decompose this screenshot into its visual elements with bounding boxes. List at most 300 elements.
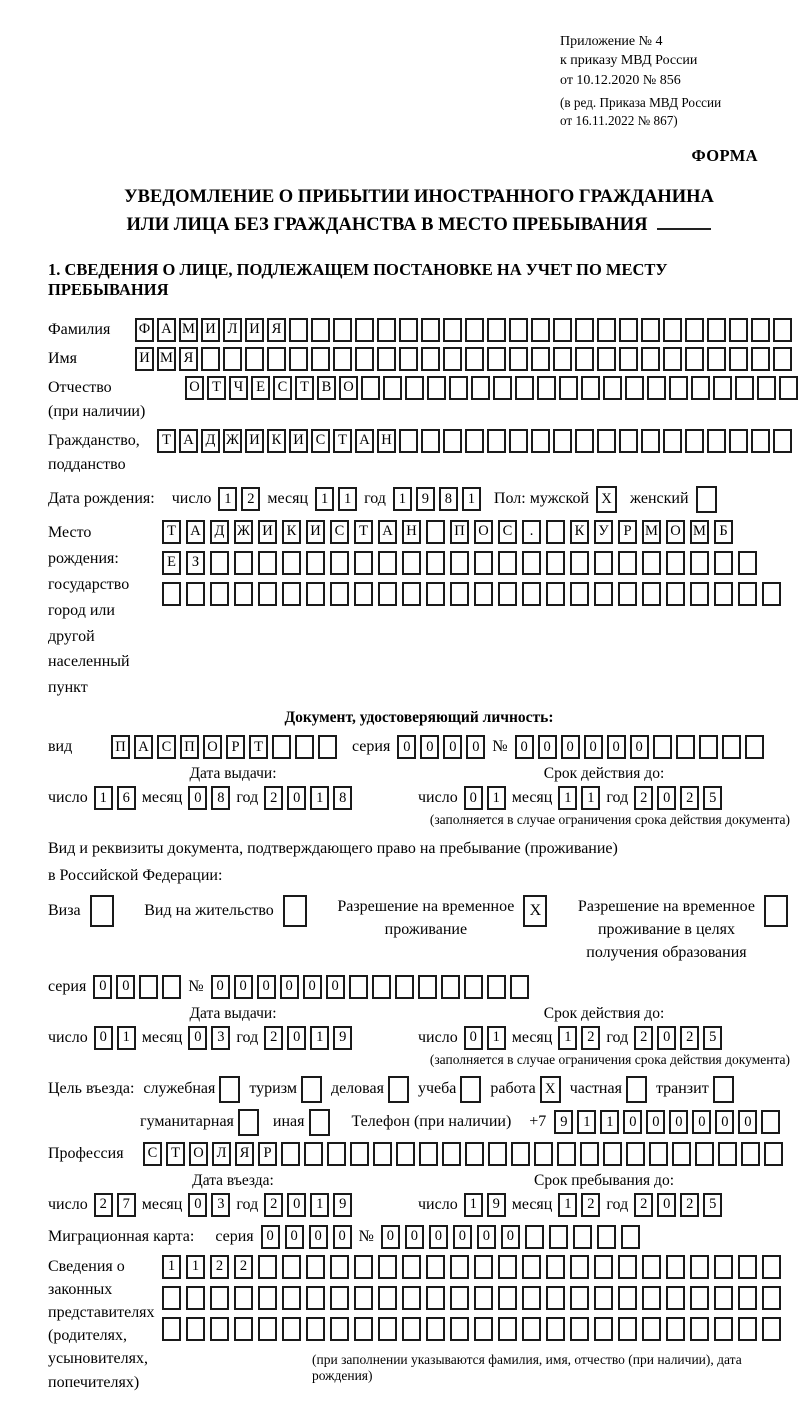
char-box xyxy=(354,551,373,575)
profession-label: Профессия xyxy=(48,1144,124,1162)
char-box xyxy=(282,1255,301,1279)
char-box: 0 xyxy=(381,1225,400,1249)
char-box: О xyxy=(339,376,358,400)
char-box: 1 xyxy=(162,1255,181,1279)
char-box: 0 xyxy=(116,975,135,999)
title-line-2: ИЛИ ЛИЦА БЕЗ ГРАЖДАНСТВА В МЕСТО ПРЕБЫВАНИЯ xyxy=(126,215,648,236)
edition-block xyxy=(560,94,790,130)
char-box xyxy=(426,520,445,544)
char-box: О xyxy=(474,520,493,544)
identity-doc-heading: Документ, удостоверяющий личность: xyxy=(284,709,554,727)
char-box: З xyxy=(186,551,205,575)
char-box xyxy=(649,1142,668,1166)
char-box xyxy=(354,1286,373,1310)
char-box xyxy=(642,582,661,606)
char-box xyxy=(283,895,307,927)
char-box xyxy=(258,551,277,575)
residence-expiry-day-boxes xyxy=(464,1026,506,1050)
residence-permit-label: Вид на жительство xyxy=(144,902,274,920)
char-box xyxy=(762,582,781,606)
residence-issue-col xyxy=(48,1005,418,1050)
char-box: Ж xyxy=(234,520,253,544)
temp-permit-checkbox xyxy=(523,895,547,927)
char-box xyxy=(714,1255,733,1279)
char-box xyxy=(594,1255,613,1279)
char-box: 1 xyxy=(186,1255,205,1279)
temp-permit-label-line-2: проживание xyxy=(384,921,468,939)
char-box: 2 xyxy=(680,1026,699,1050)
char-box xyxy=(666,1255,685,1279)
char-box: 0 xyxy=(738,1110,757,1134)
char-box xyxy=(330,1317,349,1341)
char-box xyxy=(443,347,462,371)
char-box xyxy=(691,376,710,400)
entry-stay-dates xyxy=(48,1172,790,1217)
char-box: Н xyxy=(402,520,421,544)
patronymic-label xyxy=(48,376,178,424)
field-birth-place xyxy=(48,520,790,701)
title-line-2-wrap xyxy=(48,212,790,240)
phone-label: Телефон (при наличии) xyxy=(351,1113,512,1131)
char-box xyxy=(729,318,748,342)
char-box xyxy=(618,1286,637,1310)
char-box xyxy=(690,551,709,575)
char-box: 0 xyxy=(188,1193,207,1217)
identity-issue-month-boxes xyxy=(188,786,230,810)
char-box: Д xyxy=(210,520,229,544)
char-box xyxy=(522,582,541,606)
day-label: число xyxy=(48,1028,88,1046)
char-box xyxy=(450,1286,469,1310)
char-box xyxy=(498,1286,517,1310)
char-box: 1 xyxy=(464,1193,483,1217)
residence-intro-line-1: Вид и реквизиты документа, подтверждающего право на пребывание (проживание) xyxy=(48,840,618,858)
char-box: 5 xyxy=(703,1026,722,1050)
char-box: 1 xyxy=(600,1110,619,1134)
char-box: 0 xyxy=(287,786,306,810)
char-box xyxy=(333,347,352,371)
char-box: 1 xyxy=(94,786,113,810)
char-box xyxy=(402,1317,421,1341)
entry-month-boxes xyxy=(188,1193,230,1217)
char-box: О xyxy=(666,520,685,544)
char-box: С xyxy=(330,520,349,544)
char-box xyxy=(625,376,644,400)
residence-series-boxes xyxy=(93,975,181,999)
char-box xyxy=(350,1142,369,1166)
char-box: Т xyxy=(157,429,176,453)
char-box xyxy=(690,1317,709,1341)
form-label: ФОРМА xyxy=(691,146,758,166)
char-box xyxy=(559,376,578,400)
char-box xyxy=(522,1317,541,1341)
stay-until-col xyxy=(418,1172,790,1217)
char-box xyxy=(258,1317,277,1341)
char-box: Б xyxy=(714,520,733,544)
char-box: С xyxy=(498,520,517,544)
purpose-work xyxy=(490,1076,560,1103)
doc-number-boxes xyxy=(515,735,764,759)
char-box xyxy=(289,318,308,342)
char-box: А xyxy=(157,318,176,342)
char-box xyxy=(361,376,380,400)
char-box xyxy=(383,376,402,400)
char-box xyxy=(498,1255,517,1279)
identity-expiry-col xyxy=(418,765,790,810)
char-box: 0 xyxy=(561,735,580,759)
char-box: 3 xyxy=(211,1193,230,1217)
char-box xyxy=(465,429,484,453)
residence-issue-date xyxy=(48,1026,418,1050)
char-box xyxy=(306,551,325,575)
char-box: . xyxy=(522,520,541,544)
char-box xyxy=(210,1317,229,1341)
residence-expiry-heading: Срок действия до: xyxy=(543,1004,665,1022)
edu-permit-label-line-2: проживание в целях xyxy=(597,921,735,939)
char-box: Е xyxy=(162,551,181,575)
phone-prefix: +7 xyxy=(529,1113,547,1131)
char-box: 0 xyxy=(715,1110,734,1134)
char-box xyxy=(707,347,726,371)
char-box xyxy=(570,582,589,606)
doc-series-boxes xyxy=(397,735,485,759)
char-box xyxy=(546,1255,565,1279)
char-box xyxy=(575,318,594,342)
char-box: 2 xyxy=(241,487,260,511)
char-box: 9 xyxy=(554,1110,573,1134)
representatives-rows xyxy=(162,1255,790,1384)
purpose-humanitarian-checkbox xyxy=(238,1109,259,1136)
char-box: Л xyxy=(223,318,242,342)
char-box: К xyxy=(570,520,589,544)
char-box: Т xyxy=(295,376,314,400)
char-box: 0 xyxy=(657,786,676,810)
char-box xyxy=(575,429,594,453)
char-box xyxy=(618,1317,637,1341)
char-box xyxy=(306,1286,325,1310)
stay-year-boxes xyxy=(634,1193,722,1217)
char-box: 5 xyxy=(703,1193,722,1217)
char-box xyxy=(738,1255,757,1279)
char-box: 2 xyxy=(234,1255,253,1279)
char-box xyxy=(282,582,301,606)
purpose-other xyxy=(273,1109,330,1136)
char-box: О xyxy=(185,376,204,400)
char-box xyxy=(573,1225,592,1249)
char-box xyxy=(618,582,637,606)
char-box xyxy=(234,582,253,606)
char-box: 0 xyxy=(285,1225,304,1249)
representatives-row-1 xyxy=(162,1255,790,1279)
char-box: 9 xyxy=(333,1026,352,1050)
char-box xyxy=(642,1317,661,1341)
char-box xyxy=(666,582,685,606)
char-box: 0 xyxy=(669,1110,688,1134)
char-box xyxy=(594,582,613,606)
visa-label: Виза xyxy=(48,902,81,920)
char-box: 2 xyxy=(264,786,283,810)
char-box xyxy=(186,582,205,606)
char-box xyxy=(764,895,788,927)
char-box: И xyxy=(258,520,277,544)
residence-number-boxes xyxy=(211,975,529,999)
char-box: 0 xyxy=(188,786,207,810)
residence-doc-dates xyxy=(48,1005,790,1050)
char-box: 0 xyxy=(287,1026,306,1050)
profession-boxes xyxy=(143,1142,783,1166)
char-box xyxy=(685,429,704,453)
char-box: 1 xyxy=(315,487,334,511)
char-box xyxy=(90,895,114,927)
char-box xyxy=(474,1286,493,1310)
identity-expiry-note: (заполняется в случае ограничения срока действия документа) xyxy=(429,812,790,828)
annex-line-2: к приказу МВД России xyxy=(560,53,698,69)
char-box: 0 xyxy=(584,735,603,759)
annex-line-3: от 10.12.2020 № 856 xyxy=(560,72,681,88)
char-box xyxy=(464,975,483,999)
char-box xyxy=(685,347,704,371)
char-box: Т xyxy=(162,520,181,544)
char-box xyxy=(426,1255,445,1279)
char-box: И xyxy=(306,520,325,544)
char-box: 0 xyxy=(646,1110,665,1134)
char-box xyxy=(779,376,798,400)
char-box xyxy=(603,376,622,400)
identity-issue-day-boxes xyxy=(94,786,136,810)
char-box xyxy=(474,551,493,575)
char-box xyxy=(402,1255,421,1279)
char-box: К xyxy=(267,429,286,453)
char-box xyxy=(672,1142,691,1166)
char-box xyxy=(618,1255,637,1279)
char-box xyxy=(373,1142,392,1166)
char-box xyxy=(663,347,682,371)
residence-expiry-month-boxes xyxy=(558,1026,600,1050)
char-box xyxy=(493,376,512,400)
char-box: 2 xyxy=(264,1193,283,1217)
char-box xyxy=(619,429,638,453)
char-box: Ж xyxy=(223,429,242,453)
char-box xyxy=(695,1142,714,1166)
char-box: 3 xyxy=(211,1026,230,1050)
surname-boxes xyxy=(135,318,792,342)
field-surname xyxy=(48,318,790,342)
char-box: 1 xyxy=(487,786,506,810)
char-box xyxy=(718,1142,737,1166)
char-box: X xyxy=(596,486,617,513)
title-blank-line xyxy=(657,216,711,230)
migration-series-boxes xyxy=(261,1225,352,1249)
char-box xyxy=(402,551,421,575)
residence-issue-day-boxes xyxy=(94,1026,136,1050)
page-title xyxy=(48,184,790,240)
char-box xyxy=(738,582,757,606)
char-box: 0 xyxy=(607,735,626,759)
char-box: Ч xyxy=(229,376,248,400)
char-box xyxy=(509,429,528,453)
char-box xyxy=(267,347,286,371)
name-boxes xyxy=(135,347,792,371)
char-box xyxy=(626,1142,645,1166)
char-box: 0 xyxy=(397,735,416,759)
char-box xyxy=(714,1286,733,1310)
char-box: X xyxy=(540,1076,561,1103)
char-box xyxy=(421,347,440,371)
char-box xyxy=(741,1142,760,1166)
sex-male-checkbox xyxy=(596,486,617,513)
residence-number-label: № xyxy=(188,977,204,995)
representatives-note: (при заполнении указываются фамилия, имя, отчество (при наличии), дата рождения) xyxy=(312,1351,742,1383)
char-box xyxy=(773,347,792,371)
char-box xyxy=(641,318,660,342)
char-box: Я xyxy=(267,318,286,342)
char-box: 1 xyxy=(310,1193,329,1217)
char-box xyxy=(306,1317,325,1341)
option-temp-permit xyxy=(337,895,547,941)
temp-permit-label xyxy=(337,895,514,941)
char-box xyxy=(619,318,638,342)
surname-label: Фамилия xyxy=(48,320,111,338)
char-box xyxy=(309,1109,330,1136)
char-box: 0 xyxy=(211,975,230,999)
identity-expiry-month-boxes xyxy=(558,786,600,810)
purpose-official xyxy=(143,1076,240,1103)
char-box xyxy=(549,1225,568,1249)
field-citizenship xyxy=(48,429,790,477)
stay-until-date xyxy=(418,1193,790,1217)
char-box: А xyxy=(355,429,374,453)
purpose-label: Цель въезда: xyxy=(48,1080,135,1098)
residence-doc-intro xyxy=(48,836,790,889)
purpose-study-label: учеба xyxy=(417,1080,457,1098)
residence-expiry-date xyxy=(418,1026,790,1050)
char-box xyxy=(460,1076,481,1103)
residence-intro-line-2: в Российской Федерации: xyxy=(48,866,223,884)
char-box xyxy=(355,347,374,371)
char-box xyxy=(258,1286,277,1310)
year-label: год xyxy=(606,1195,629,1213)
char-box: 1 xyxy=(393,487,412,511)
char-box: Н xyxy=(377,429,396,453)
char-box xyxy=(761,1110,780,1134)
month-label: месяц xyxy=(511,1195,553,1213)
char-box xyxy=(690,1286,709,1310)
char-box xyxy=(618,551,637,575)
char-box: 0 xyxy=(443,735,462,759)
residence-series-label: серия xyxy=(48,977,87,995)
char-box: 2 xyxy=(680,1193,699,1217)
char-box xyxy=(751,347,770,371)
year-label: год xyxy=(236,1195,259,1213)
char-box xyxy=(663,429,682,453)
char-box xyxy=(465,318,484,342)
char-box: 2 xyxy=(634,786,653,810)
char-box: 8 xyxy=(333,786,352,810)
purpose-study xyxy=(418,1076,481,1103)
char-box: М xyxy=(642,520,661,544)
birth-date-label: Дата рождения: xyxy=(48,490,155,508)
migration-number-label: № xyxy=(358,1227,374,1245)
char-box: Т xyxy=(249,735,268,759)
char-box xyxy=(396,1142,415,1166)
purpose-transit-label: транзит xyxy=(655,1080,709,1098)
char-box xyxy=(399,318,418,342)
visa-checkbox xyxy=(90,895,114,927)
char-box xyxy=(354,1255,373,1279)
char-box xyxy=(301,1076,322,1103)
char-box: 0 xyxy=(464,1026,483,1050)
char-box xyxy=(311,347,330,371)
char-box: 0 xyxy=(630,735,649,759)
char-box xyxy=(729,429,748,453)
char-box: Т xyxy=(354,520,373,544)
char-box xyxy=(738,551,757,575)
day-label: число xyxy=(418,1028,458,1046)
entry-date-heading: Дата въезда: xyxy=(192,1171,274,1189)
residence-expiry-note: (заполняется в случае ограничения срока действия документа) xyxy=(429,1051,790,1067)
char-box xyxy=(402,582,421,606)
char-box xyxy=(534,1142,553,1166)
char-box: X xyxy=(523,895,547,927)
char-box xyxy=(139,975,158,999)
purpose-other-label: иная xyxy=(272,1113,305,1131)
char-box xyxy=(597,347,616,371)
char-box xyxy=(234,1317,253,1341)
char-box xyxy=(327,1142,346,1166)
option-edu-permit xyxy=(578,895,788,965)
birth-year-label: год xyxy=(364,490,386,508)
birth-place-label-line-3: город или другой xyxy=(48,601,115,645)
char-box: 9 xyxy=(487,1193,506,1217)
char-box xyxy=(509,318,528,342)
char-box: 0 xyxy=(477,1225,496,1249)
birth-place-label-line-1: Место рождения: xyxy=(48,523,119,567)
doc-number-label: № xyxy=(492,738,508,756)
char-box xyxy=(557,1142,576,1166)
char-box xyxy=(522,1255,541,1279)
char-box xyxy=(421,429,440,453)
char-box xyxy=(714,1317,733,1341)
month-label: месяц xyxy=(511,1028,553,1046)
doc-series-label: серия xyxy=(352,738,391,756)
field-residence-series xyxy=(48,975,790,999)
char-box xyxy=(330,1286,349,1310)
char-box xyxy=(426,582,445,606)
char-box: 0 xyxy=(280,975,299,999)
representatives-label-line-5: усыновителях, xyxy=(48,1350,148,1368)
char-box xyxy=(186,1286,205,1310)
char-box xyxy=(522,551,541,575)
month-label: месяц xyxy=(141,1195,183,1213)
char-box xyxy=(471,376,490,400)
char-box: П xyxy=(450,520,469,544)
char-box xyxy=(570,1317,589,1341)
char-box xyxy=(295,735,314,759)
char-box xyxy=(487,975,506,999)
char-box xyxy=(186,1317,205,1341)
purpose-humanitarian xyxy=(140,1109,259,1136)
char-box xyxy=(666,551,685,575)
birth-place-rows xyxy=(162,520,781,606)
char-box xyxy=(619,347,638,371)
patronymic-boxes xyxy=(185,376,798,400)
char-box: 1 xyxy=(218,487,237,511)
char-box xyxy=(522,1286,541,1310)
char-box xyxy=(713,1076,734,1103)
birth-place-label xyxy=(48,520,155,701)
entry-date-col xyxy=(48,1172,418,1217)
char-box: И xyxy=(245,429,264,453)
